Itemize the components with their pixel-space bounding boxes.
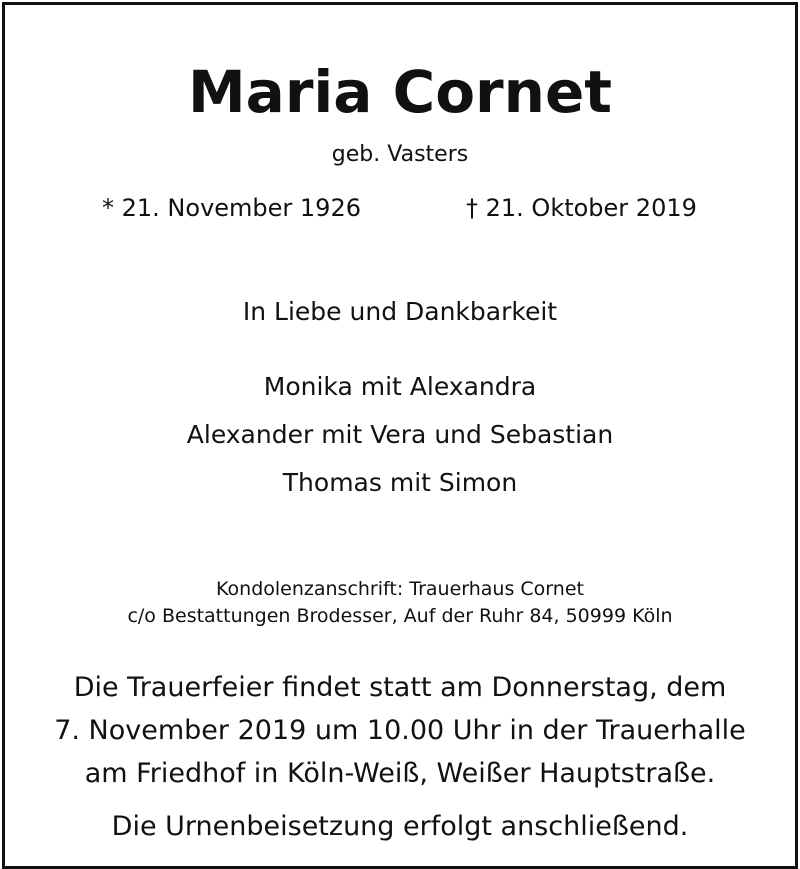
service-info-line: am Friedhof in Köln-Weiß, Weißer Hauptstraße. [84, 758, 716, 789]
dedication-text: In Liebe und Dankbarkeit [242, 297, 558, 326]
interment-info-line: Die Urnenbeisetzung erfolgt anschließend. [111, 811, 689, 842]
deceased-name: Maria Cornet [187, 58, 613, 126]
birth-date: * 21. November 1926 [102, 194, 361, 222]
mourner-line: Monika mit Alexandra [263, 372, 537, 401]
service-info-line: Die Trauerfeier findet statt am Donnerstag, dem [73, 672, 727, 703]
death-date: † 21. Oktober 2019 [466, 194, 697, 222]
mourner-line: Thomas mit Simon [282, 468, 518, 497]
birth-name: geb. Vasters [331, 142, 469, 167]
condolence-address-line: Kondolenzanschrift: Trauerhaus Cornet [216, 578, 584, 600]
service-info-line: 7. November 2019 um 10.00 Uhr in der Trauerhalle [54, 715, 746, 746]
condolence-address-line: c/o Bestattungen Brodesser, Auf der Ruhr 84, 50999 Köln [127, 605, 673, 627]
mourner-line: Alexander mit Vera und Sebastian [186, 420, 614, 449]
